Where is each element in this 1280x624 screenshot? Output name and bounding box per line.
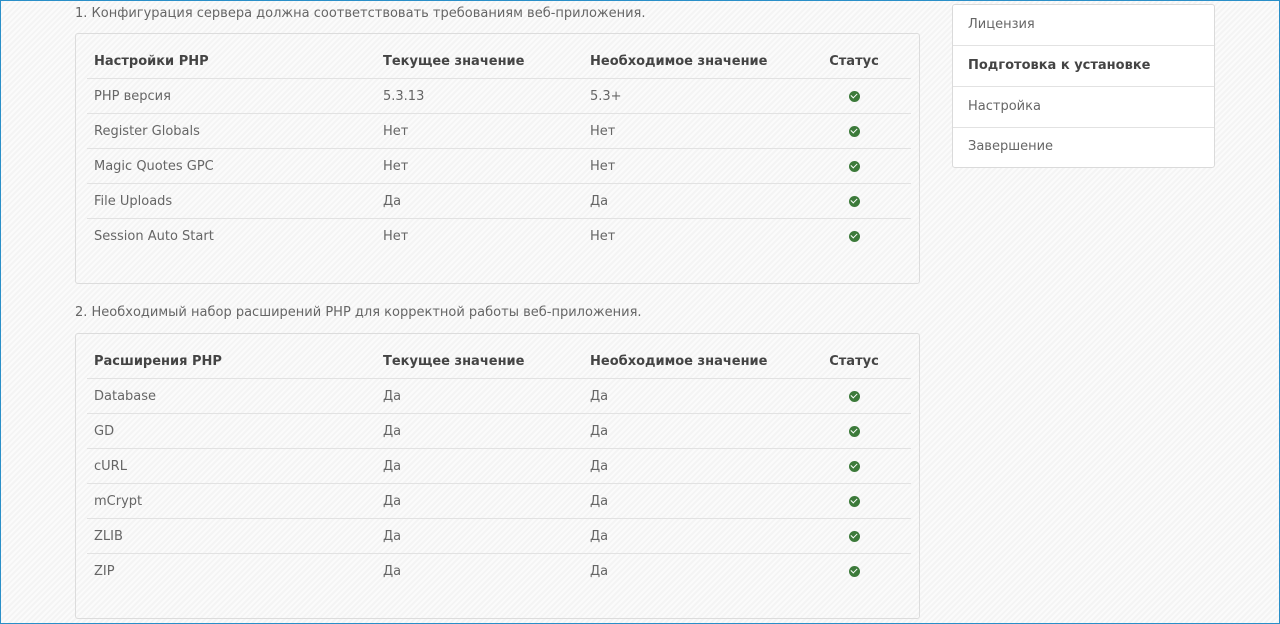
setting-name: Session Auto Start bbox=[94, 228, 214, 244]
check-circle-icon bbox=[849, 531, 860, 542]
status-cell bbox=[797, 484, 911, 519]
status-cell bbox=[797, 79, 911, 114]
check-circle-icon bbox=[849, 426, 860, 437]
extension-name: ZLIB bbox=[87, 519, 376, 554]
php-settings-panel bbox=[75, 33, 920, 284]
required-value: Да bbox=[583, 379, 797, 414]
status-cell bbox=[797, 519, 911, 554]
status-cell bbox=[797, 379, 911, 414]
nav-item-settings[interactable]: Настройка bbox=[953, 87, 1214, 128]
table-row bbox=[87, 79, 911, 114]
php-extensions-panel bbox=[75, 333, 920, 619]
extension-name: mCrypt bbox=[87, 484, 376, 519]
current-value: Да bbox=[376, 379, 583, 414]
status-cell bbox=[797, 449, 911, 484]
check-circle-icon bbox=[849, 196, 860, 207]
setting-name: Register Globals bbox=[87, 114, 376, 149]
required-value: Нет bbox=[583, 149, 797, 184]
table-row bbox=[87, 519, 911, 554]
table-row bbox=[87, 449, 911, 484]
current-value: Нет bbox=[376, 149, 583, 184]
required-value: Да bbox=[583, 519, 797, 554]
table-header-row bbox=[87, 44, 911, 79]
column-header-current: Текущее значение bbox=[376, 44, 583, 79]
required-value: Да bbox=[583, 484, 797, 519]
status-cell bbox=[797, 554, 911, 589]
current-value: Нет bbox=[376, 114, 583, 149]
status-cell bbox=[797, 414, 911, 449]
status-cell bbox=[797, 219, 911, 254]
status-cell bbox=[797, 114, 911, 149]
column-header-required: Необходимое значение bbox=[583, 44, 797, 79]
status-cell bbox=[797, 184, 911, 219]
current-value: Да bbox=[376, 414, 583, 449]
extension-name: ZIP bbox=[94, 563, 115, 579]
table-row bbox=[87, 184, 911, 219]
required-value: Да bbox=[583, 449, 797, 484]
setting-name: Magic Quotes GPC bbox=[87, 149, 376, 184]
column-header-extension: Расширения PHP bbox=[87, 344, 376, 379]
table-row bbox=[87, 114, 911, 149]
check-circle-icon bbox=[849, 126, 860, 137]
current-value: Да bbox=[376, 449, 583, 484]
check-circle-icon bbox=[849, 496, 860, 507]
table-row bbox=[87, 149, 911, 184]
current-value: Да bbox=[376, 484, 583, 519]
table-header-row bbox=[87, 344, 911, 379]
current-value: Да bbox=[376, 184, 583, 219]
required-value: Да bbox=[583, 414, 797, 449]
column-header-setting: Настройки PHP bbox=[87, 44, 376, 79]
current-value: Нет bbox=[383, 228, 409, 244]
check-circle-icon bbox=[849, 91, 860, 102]
required-value: Нет bbox=[583, 114, 797, 149]
php-settings-table bbox=[87, 44, 911, 253]
check-circle-icon bbox=[849, 231, 860, 242]
table-row bbox=[87, 379, 911, 414]
column-header-current: Текущее значение bbox=[376, 344, 583, 379]
required-value: 5.3+ bbox=[583, 79, 797, 114]
extension-name: GD bbox=[87, 414, 376, 449]
required-value: Да bbox=[583, 184, 797, 219]
setting-name: File Uploads bbox=[87, 184, 376, 219]
current-value: Да bbox=[376, 519, 583, 554]
nav-item-completion[interactable]: Завершение bbox=[968, 139, 1054, 154]
table-row bbox=[87, 414, 911, 449]
current-value: Да bbox=[383, 563, 402, 579]
section1-title: 1. Конфигурация сервера должна соответствовать требованиям веб-приложения. bbox=[75, 6, 646, 21]
check-circle-icon bbox=[849, 161, 860, 172]
php-extensions-table bbox=[87, 344, 911, 588]
column-header-status: Статус bbox=[797, 344, 911, 379]
section2-title: 2. Необходимый набор расширений PHP для корректной работы веб-приложения. bbox=[75, 305, 642, 320]
check-circle-icon bbox=[849, 566, 860, 577]
table-row bbox=[87, 219, 911, 254]
setting-name: PHP версия bbox=[87, 79, 376, 114]
table-row bbox=[87, 484, 911, 519]
check-circle-icon bbox=[849, 391, 860, 402]
column-header-status: Статус bbox=[797, 44, 911, 79]
install-steps-nav bbox=[952, 4, 1215, 168]
table-row bbox=[87, 554, 911, 589]
required-value: Нет bbox=[590, 228, 616, 244]
check-circle-icon bbox=[849, 461, 860, 472]
column-header-required: Необходимое значение bbox=[583, 344, 797, 379]
status-cell bbox=[797, 149, 911, 184]
required-value: Да bbox=[590, 563, 609, 579]
nav-item-license[interactable]: Лицензия bbox=[953, 5, 1214, 46]
current-value: 5.3.13 bbox=[376, 79, 583, 114]
extension-name: cURL bbox=[87, 449, 376, 484]
extension-name: Database bbox=[87, 379, 376, 414]
nav-item-preparation[interactable]: Подготовка к установке bbox=[953, 46, 1214, 87]
